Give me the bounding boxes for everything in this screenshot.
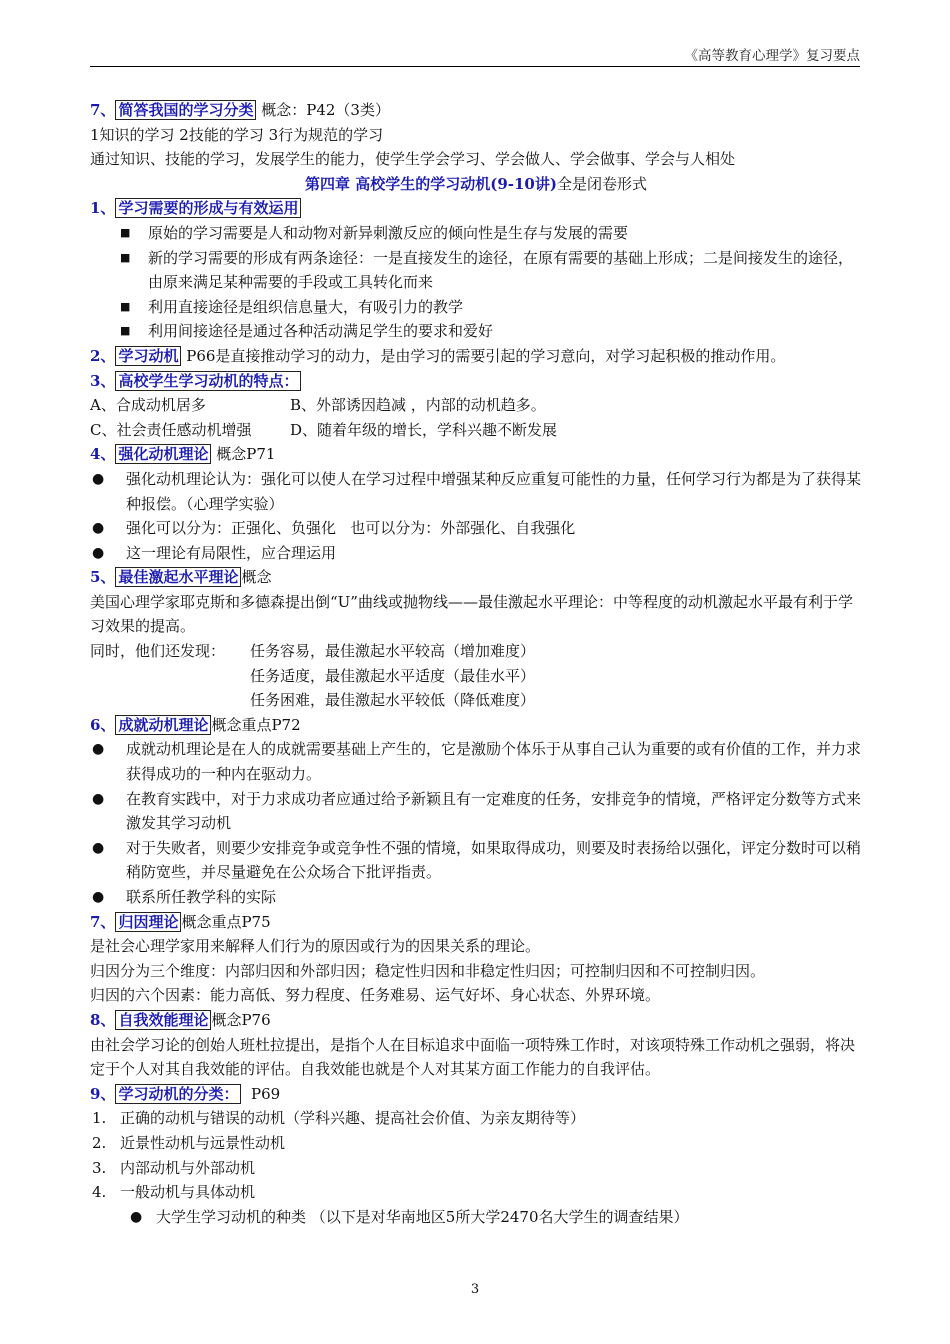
feature-row: C、社会责任感动机增强 D、随着年级的增长，学科兴趣不断发展 — [90, 420, 558, 439]
list-item: ● 强化动机理论认为：强化可以使人在学习过程中增强某种反应重复可能性的力量，任何学习行为都是为了获得某种报偿。（心理学实验） — [90, 467, 862, 516]
page-number: 3 — [470, 1282, 480, 1297]
list-item: ● 大学生学习动机的种类 （以下是对华南地区5所大学2470名大学生的调查结果） — [90, 1205, 862, 1230]
section-title-box: 归因理论 — [115, 912, 181, 932]
numbered-item: 1. 正确的动机与错误的动机（学科兴趣、提高社会价值、为亲友期待等） — [92, 1109, 586, 1128]
task-row: 任务困难，最佳激起水平较低（降低难度） — [250, 691, 536, 710]
numbered-item: 2. 近景性动机与远景性动机 — [92, 1133, 286, 1152]
section-5-heading: 5、 最佳激起水平理论 概念 — [90, 568, 272, 587]
numbered-item: 3. 内部动机与外部动机 — [92, 1158, 256, 1177]
section-title-box: 学习需要的形成与有效运用 — [115, 198, 301, 218]
dot-bullet-icon: ● — [130, 1208, 143, 1225]
section-8-heading: 8、 自我效能理论 概念P76 — [90, 1010, 271, 1029]
square-bullet-icon: ■ — [120, 299, 131, 313]
square-bullet-icon: ■ — [120, 225, 131, 239]
feature-row: A、合成动机居多 B、外部诱因趋减 ，内部的动机趋多。 — [90, 396, 546, 415]
header-rule — [90, 66, 860, 67]
list-item: ● 在教育实践中，对于力求成功者应通过给予新颖且有一定难度的任务，安排竞争的情境，严格评定分数等方式来激发其学习动机 — [90, 787, 862, 836]
section-title-box: 高校学生学习动机的特点： — [115, 371, 301, 391]
list-item: ■ 原始的学习需要是人和动物对新异刺激反应的倾向性是生存与发展的需要 — [90, 221, 862, 246]
dot-bullet-icon: ● — [92, 790, 105, 807]
section-title-box: 学习动机的分类： — [115, 1084, 241, 1104]
list-item: ● 联系所任教学科的实际 — [90, 885, 862, 910]
section-title-box: 最佳激起水平理论 — [115, 567, 241, 587]
section-4-heading: 4、 强化动机理论 概念P71 — [90, 445, 276, 464]
section-7a-heading: 7、 简答我国的学习分类 概念：P42（3类） — [90, 101, 390, 119]
paragraph: 美国心理学家耶克斯和多德森提出倒“U”曲线或抛物线——最佳激起水平理论：中等程度的动机激起水平最有利于学习效果的提高。 — [90, 592, 853, 636]
section-6-heading: 6、 成就动机理论 概念重点P72 — [90, 715, 301, 734]
paragraph: 由社会学习论的创始人班杜拉提出，是指个人在目标追求中面临一项特殊工作时，对该项特殊工作动机之强弱，将决定于个人对其自我效能的评估。自我效能也就是个人对其某方面工作能力的自我评估。 — [90, 1035, 856, 1079]
section-title-box: 成就动机理论 — [115, 715, 211, 735]
section-title-box: 自我效能理论 — [115, 1010, 211, 1030]
dot-bullet-icon: ● — [92, 544, 105, 561]
section-title-box: 学习动机 — [115, 346, 181, 366]
list-item: ● 强化可以分为：正强化、负强化 也可以分为：外部强化、自我强化 — [90, 516, 862, 541]
paragraph: 是社会心理学家用来解释人们行为的原因或行为的因果关系的理论。 — [90, 937, 541, 956]
dot-bullet-icon: ● — [92, 839, 105, 856]
paragraph: 归因分为三个维度：内部归因和外部归因；稳定性归因和非稳定性归因；可控制归因和不可控制归因。 — [90, 961, 766, 980]
section-2-heading: 2、 学习动机 P66是直接推动学习的动力，是由学习的需要引起的学习意向，对学习起积极的推动作用。 — [90, 346, 786, 365]
section-3-heading: 3、 高校学生学习动机的特点： — [90, 369, 862, 394]
section-7-heading: 7、 归因理论 概念重点P75 — [90, 912, 271, 931]
dot-bullet-icon: ● — [92, 470, 105, 487]
list-item: ■ 利用间接途径是通过各种活动满足学生的要求和爱好 — [90, 319, 862, 344]
paragraph: 1知识的学习 2技能的学习 3行为规范的学习 — [90, 125, 384, 144]
section-1-heading: 1、 学习需要的形成与有效运用 — [90, 196, 862, 221]
paragraph: 归因的六个因素：能力高低、努力程度、任务难易、运气好坏、身心状态、外界环境。 — [90, 986, 661, 1005]
dot-bullet-icon: ● — [92, 889, 105, 905]
chapter-heading: 第四章 高校学生的学习动机(9-10讲)全是闭卷形式 — [305, 174, 647, 193]
list-item: ● 成就动机理论是在人的成就需要基础上产生的，它是激励个体乐于从事自己认为重要的或有价值的工作，并力求获得成功的一种内在驱动力。 — [90, 737, 862, 786]
dot-bullet-icon: ● — [92, 520, 105, 537]
list-item: ■ 新的学习需要的形成有两条途径：一是直接发生的途径，在原有需要的基础上形成；二是间接发生的途径，由原来满足某种需要的手段或工具转化而来 — [90, 246, 862, 295]
section-title-box: 强化动机理论 — [115, 444, 211, 464]
section-title-box: 简答我国的学习分类 — [115, 100, 256, 120]
task-row: 同时，他们还发现： 任务容易，最佳激起水平较高（增加难度） — [90, 642, 536, 661]
list-item: ■ 利用直接途径是组织信息量大，有吸引力的教学 — [90, 295, 862, 320]
dot-bullet-icon: ● — [92, 741, 105, 758]
numbered-item: 4. 一般动机与具体动机 — [92, 1183, 256, 1202]
page-content — [90, 98, 862, 1229]
square-bullet-icon: ■ — [120, 250, 131, 264]
paragraph: 通过知识、技能的学习，发展学生的能力，使学生学会学习、学会做人、学会做事、学会与人相处 — [90, 150, 736, 169]
section-9-heading: 9、 学习动机的分类： P69 — [90, 1084, 281, 1103]
list-item: ● 这一理论有局限性，应合理运用 — [90, 541, 862, 566]
page-header: 《高等教育心理学》复习要点 — [684, 48, 860, 64]
task-row: 任务适度，最佳激起水平适度（最佳水平） — [250, 666, 536, 685]
square-bullet-icon: ■ — [120, 324, 131, 338]
list-item: ● 对于失败者，则要少安排竞争或竞争性不强的情境，如果取得成功，则要及时表扬给以强化，评定分数时可以稍稍防宽些，并尽量避免在公众场合下批评指责。 — [90, 836, 862, 885]
